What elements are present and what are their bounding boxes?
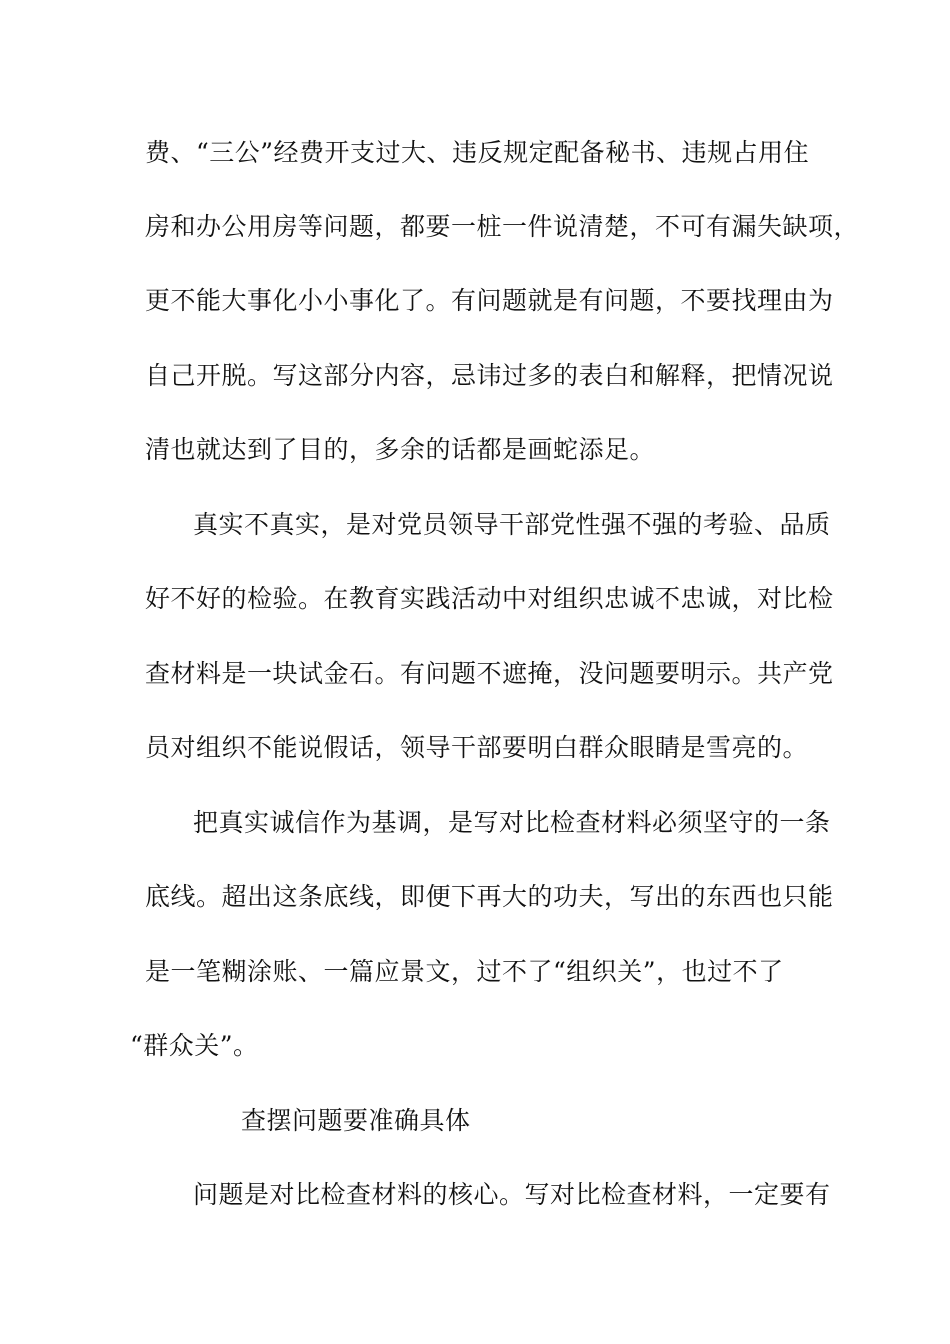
paragraph-3-line-2: 底线。超出这条底线，即便下再大的功夫，写出的东西也只能 — [145, 882, 834, 911]
paragraph-2-line-1: 真实不真实，是对党员领导干部党性强不强的考验、品质 — [193, 510, 831, 539]
paragraph-1-line-3: 更不能大事化小小事化了。有问题就是有问题，不要找理由为 — [145, 286, 834, 315]
paragraph-3-line-3: 是一笔糊涂账、一篇应景文，过不了“组织关”，也过不了 — [145, 957, 784, 986]
paragraph-1-line-2: 房和办公用房等问题，都要一桩一件说清楚，不可有漏失缺项， — [145, 212, 860, 241]
paragraph-2-line-3: 查材料是一块试金石。有问题不遮掩，没问题要明示。共产党 — [145, 659, 834, 688]
paragraph-2-line-2: 好不好的检验。在教育实践活动中对组织忠诚不忠诚，对比检 — [145, 584, 834, 613]
paragraph-1-line-4: 自己开脱。写这部分内容，忌讳过多的表白和解释，把情况说 — [145, 361, 834, 390]
section-heading: 查摆问题要准确具体 — [241, 1106, 471, 1135]
paragraph-3-line-4: “群众关”。 — [130, 1031, 259, 1060]
paragraph-1-line-5: 清也就达到了目的，多余的话都是画蛇添足。 — [145, 435, 656, 464]
paragraph-4-line-1: 问题是对比检查材料的核心。写对比检查材料，一定要有 — [193, 1180, 831, 1209]
paragraph-3-line-1: 把真实诚信作为基调，是写对比检查材料必须坚守的一条 — [193, 808, 831, 837]
paragraph-1-line-1: 费、“三公”经费开支过大、违反规定配备秘书、违规占用住 — [145, 138, 810, 167]
paragraph-2-line-4: 员对组织不能说假话，领导干部要明白群众眼睛是雪亮的。 — [145, 733, 809, 762]
